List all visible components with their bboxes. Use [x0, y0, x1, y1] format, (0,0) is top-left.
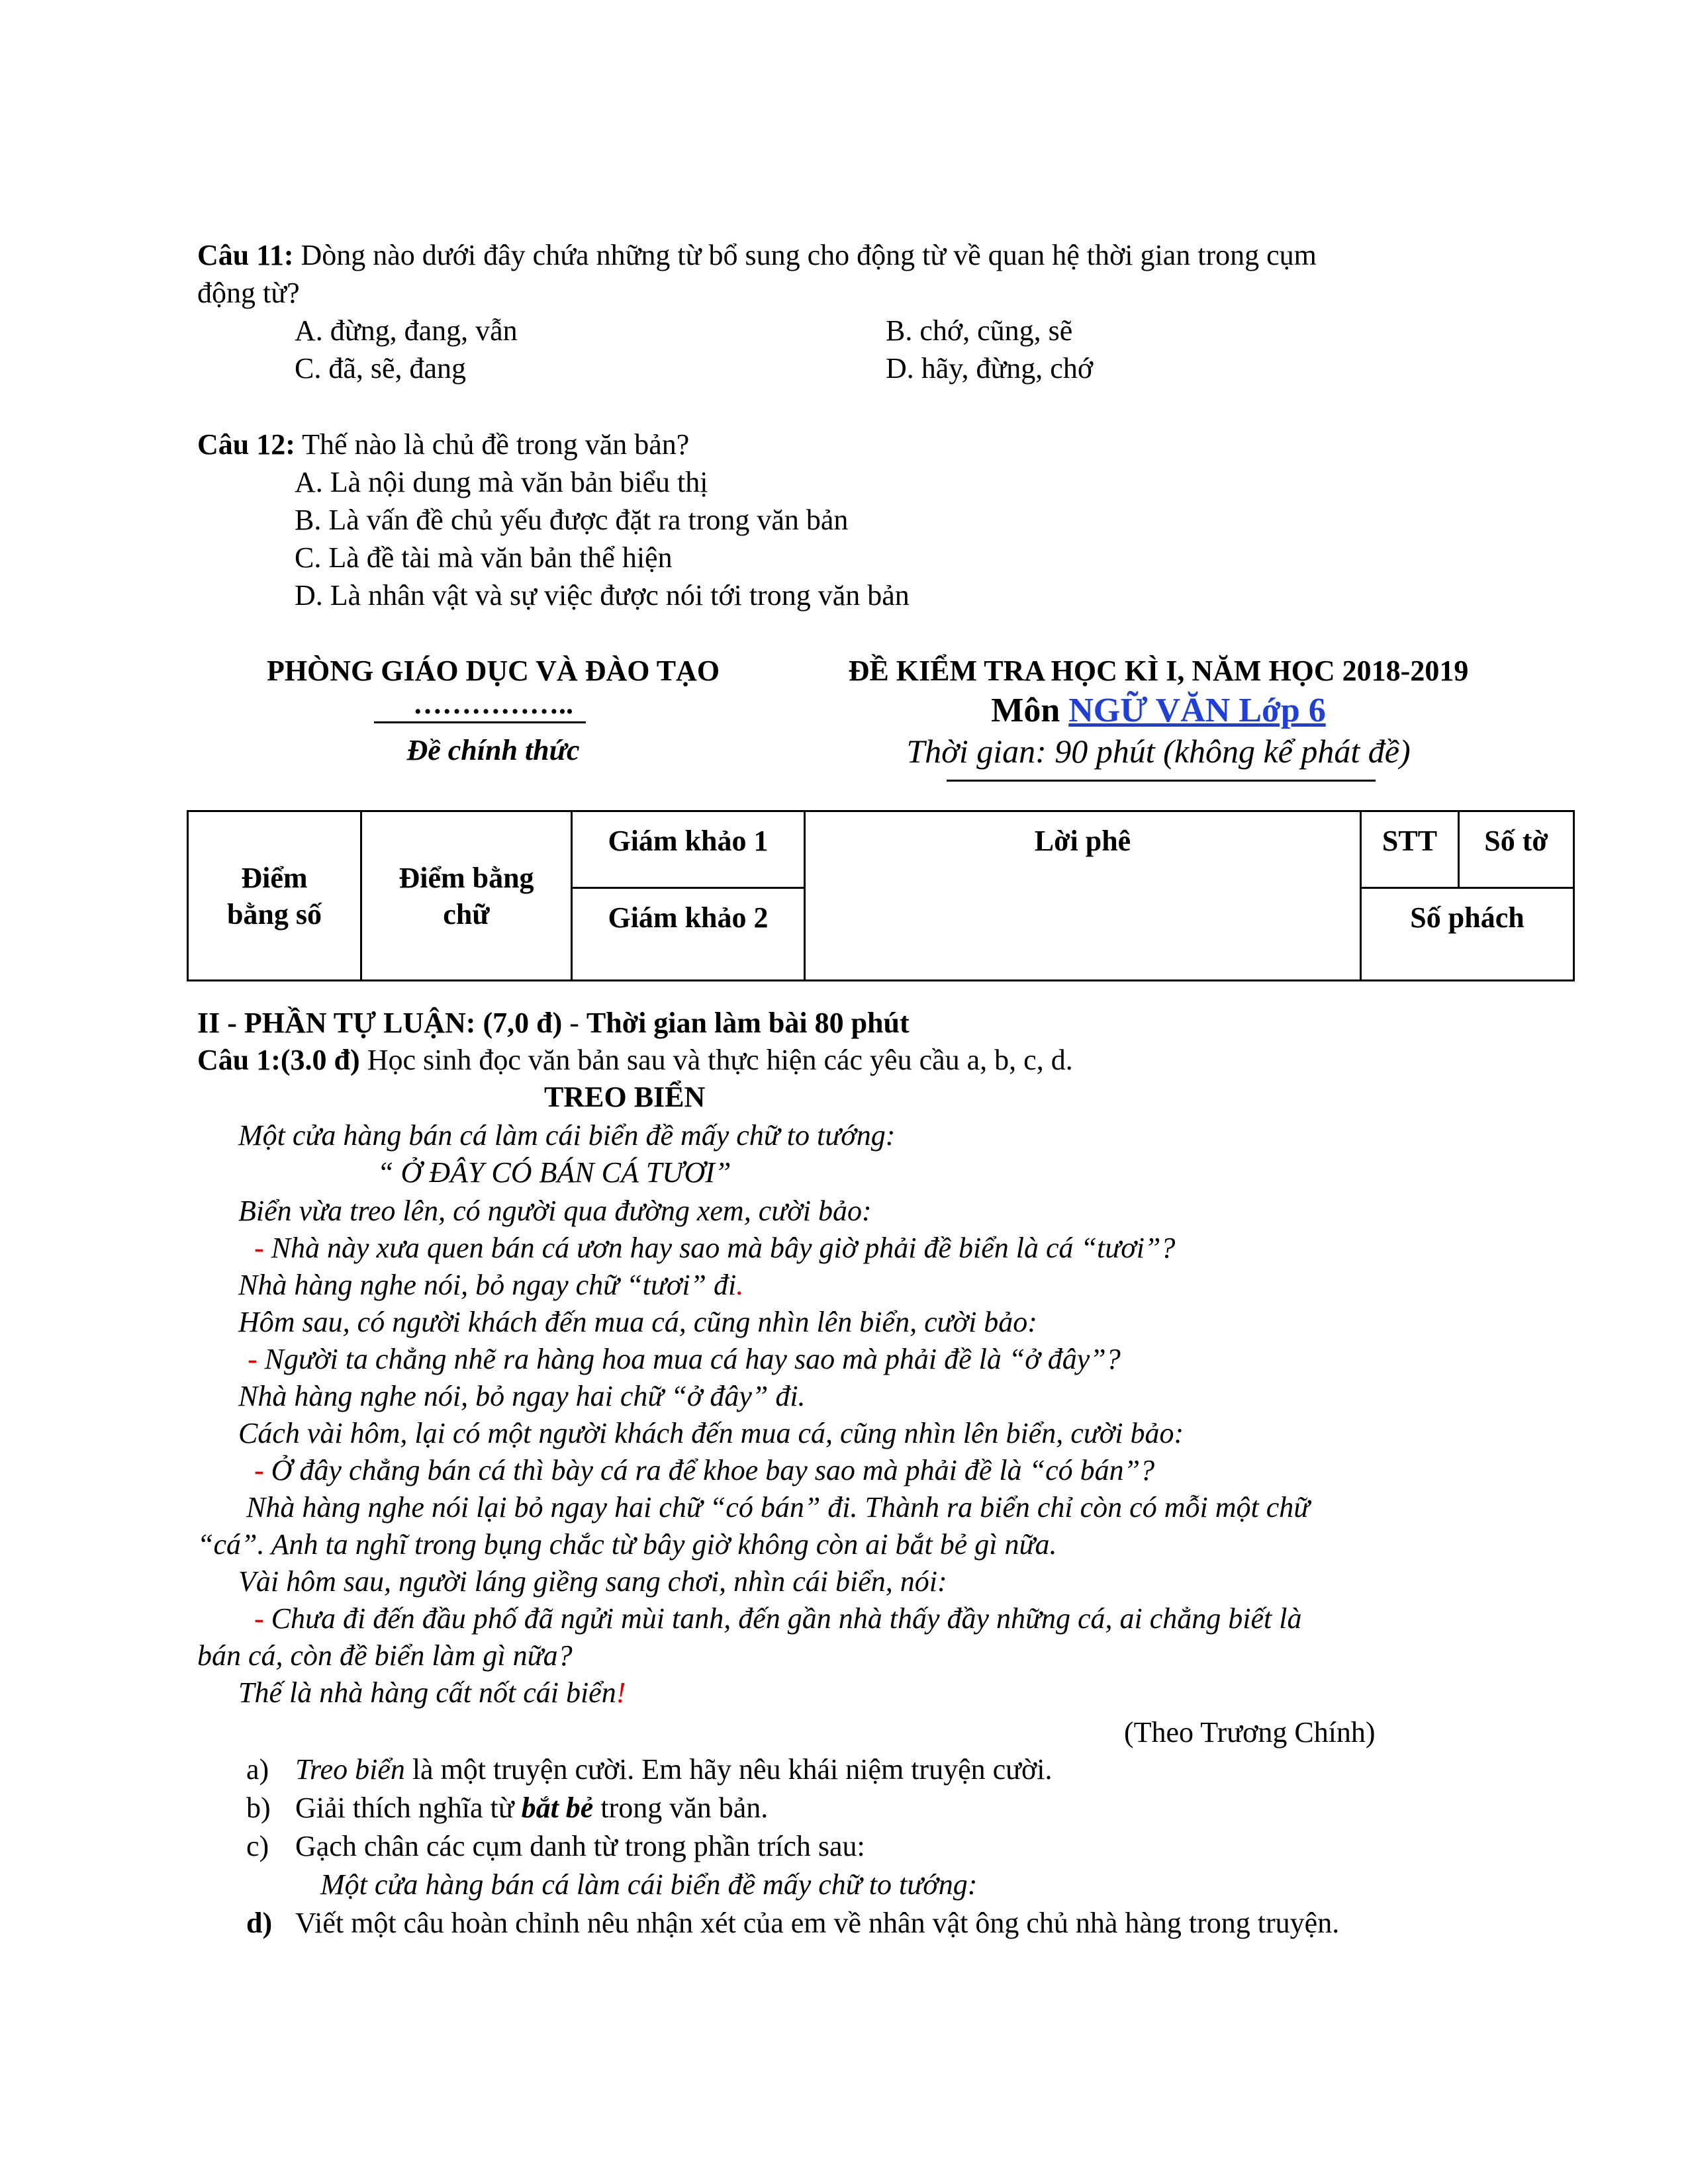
- header-org: PHÒNG GIÁO DỤC VÀ ĐÀO TẠO: [266, 655, 720, 687]
- q12-text: Thế nào là chủ đề trong văn bản?: [295, 428, 690, 461]
- story-line-16: [238, 1678, 626, 1707]
- task-b-text2: trong văn bản.: [593, 1792, 769, 1824]
- part2-q1-label: Câu 1:(3.0 đ): [197, 1044, 360, 1076]
- story-line-5: [238, 1271, 743, 1300]
- story-line-7-text: Người ta chẳng nhẽ ra hàng hoa mua cá hay sao mà phải đề là “ở đây”?: [264, 1343, 1121, 1375]
- grade-table: [187, 810, 1575, 981]
- q11-text: Dòng nào dưới đây chứa những từ bổ sung cho động từ về quan hệ thời gian trong cụm: [293, 239, 1317, 271]
- header-dots-rule: [374, 721, 586, 723]
- q11-option-c: C. đã, sẽ, đang: [295, 352, 467, 385]
- q11-line2: động từ?: [197, 277, 300, 309]
- subject-prefix: Môn: [991, 692, 1069, 729]
- q12-option-b: B. Là vấn đề chủ yếu được đặt ra trong văn bản: [295, 504, 849, 536]
- story-line-15: bán cá, còn đề biển làm gì nữa?: [197, 1639, 573, 1672]
- story-line-11: Nhà hàng nghe nói lại bỏ ngay hai chữ “có bán” đi. Thành ra biển chỉ còn có mỗi một chữ: [246, 1491, 1310, 1524]
- header-exam-title: ĐỀ KIỂM TRA HỌC KÌ I, NĂM HỌC 2018-2019: [848, 655, 1469, 687]
- story-line-12: “cá”. Anh ta nghĩ trong bụng chắc từ bây giờ không còn ai bắt bẻ gì nữa.: [197, 1528, 1057, 1561]
- story-line-7: [248, 1345, 1121, 1374]
- cell-code[interactable]: Số phách: [1361, 888, 1574, 981]
- q12-option-d: D. Là nhân vật và sự việc được nói tới trong văn bản: [295, 579, 910, 612]
- dash-3: -: [254, 1454, 271, 1486]
- story-line-4: [254, 1234, 1175, 1263]
- q11-option-b: B. chớ, cũng, sẽ: [886, 314, 1073, 347]
- story-line-1: Một cửa hàng bán cá làm cái biển đề mấy chữ to tướng:: [238, 1119, 896, 1152]
- header-official: Đề chính thức: [406, 734, 580, 766]
- red-exclamation: !: [616, 1676, 626, 1709]
- task-d: [246, 1907, 1340, 1939]
- story-line-14: [254, 1604, 1302, 1633]
- story-line-14-text: Chưa đi đến đầu phố đã ngửi mùi tanh, đến gần nhà thấy đầy những cá, ai chẳng biết là: [271, 1602, 1302, 1635]
- header-time-rule: [947, 780, 1376, 782]
- cell-score-number[interactable]: Điểm bằng số: [188, 811, 361, 981]
- story-title: TREO BIỂN: [544, 1081, 706, 1113]
- dash-2: -: [248, 1343, 265, 1375]
- part2-q1: [197, 1046, 1073, 1075]
- task-a-em: Treo biển: [295, 1753, 405, 1786]
- story-line-3: Biển vừa treo lên, có người qua đường xem, cười bảo:: [238, 1195, 872, 1227]
- task-c-quote: Một cửa hàng bán cá làm cái biển đề mấy chữ to tướng:: [320, 1868, 978, 1901]
- part2-q1-text: Học sinh đọc văn bản sau và thực hiện các yêu cầu a, b, c, d.: [359, 1044, 1073, 1076]
- q11-line1: [197, 241, 1317, 270]
- subject-name[interactable]: NGỮ VĂN Lớp 6: [1068, 692, 1326, 729]
- q12-option-a: A. Là nội dung mà văn bản biểu thị: [295, 466, 708, 498]
- task-c: [246, 1830, 865, 1862]
- dash-1: -: [254, 1232, 271, 1264]
- story-line-6: Hôm sau, có người khách đến mua cá, cũng nhìn lên biển, cười bảo:: [238, 1306, 1037, 1338]
- story-line-13: Vài hôm sau, người láng giềng sang chơi, nhìn cái biển, nói:: [238, 1565, 947, 1598]
- q12-option-c: C. Là đề tài mà văn bản thể hiện: [295, 541, 673, 574]
- q12-line: [197, 430, 689, 459]
- task-b: [246, 1792, 769, 1824]
- part2-heading: [197, 1009, 910, 1038]
- story-line-2: “ Ở ĐÂY CÓ BÁN CÁ TƯƠI”: [377, 1156, 731, 1189]
- task-b-em: bắt bẻ: [521, 1792, 594, 1824]
- cell-examiner-2[interactable]: Giám khảo 2: [572, 888, 805, 981]
- task-a-label: a): [246, 1753, 269, 1786]
- task-d-text: Viết một câu hoàn chỉnh nêu nhận xét của em về nhân vật ông chủ nhà hàng trong truyện.: [295, 1907, 1340, 1939]
- cell-stt[interactable]: STT: [1361, 811, 1459, 888]
- part2-title: II - PHẦN TỰ LUẬN: (7,0 đ): [197, 1007, 563, 1039]
- story-line-4-text: Nhà này xưa quen bán cá ươn hay sao mà bây giờ phải đề biển là cá “tươi”?: [271, 1232, 1176, 1264]
- story-line-16-text: Thế là nhà hàng cất nốt cái biển: [238, 1676, 616, 1709]
- story-line-10: [254, 1456, 1154, 1485]
- cell-sheets[interactable]: Số tờ: [1459, 811, 1574, 888]
- q11-option-a: A. đừng, đang, vẫn: [295, 314, 518, 347]
- story-line-9: Cách vài hôm, lại có một người khách đến mua cá, cũng nhìn lên biển, cười bảo:: [238, 1417, 1184, 1449]
- cell-score-words[interactable]: Điểm bằng chữ: [361, 811, 572, 981]
- story-source: (Theo Trương Chính): [1124, 1716, 1376, 1749]
- story-line-5-text: Nhà hàng nghe nói, bỏ ngay chữ “tươi” đi: [238, 1269, 737, 1301]
- task-c-label: c): [246, 1830, 269, 1862]
- dash-4: -: [254, 1602, 271, 1635]
- header-dots: ……………..: [413, 688, 573, 720]
- part2-dash: -: [562, 1007, 586, 1039]
- cell-comments[interactable]: Lời phê: [805, 811, 1361, 981]
- task-b-label: b): [246, 1792, 271, 1824]
- q11-label: Câu 11:: [197, 239, 294, 271]
- task-b-text: Giải thích nghĩa từ: [295, 1792, 522, 1824]
- q11-option-d: D. hãy, đừng, chớ: [886, 352, 1094, 385]
- header-subject: [781, 694, 1536, 728]
- part2-time: Thời gian làm bài 80 phút: [586, 1007, 910, 1039]
- q12-label: Câu 12:: [197, 428, 295, 461]
- cell-examiner-1[interactable]: Giám khảo 1: [572, 811, 805, 888]
- header-time: Thời gian: 90 phút (không kể phát đề): [906, 733, 1411, 770]
- story-line-8: Nhà hàng nghe nói, bỏ ngay hai chữ “ở đây” đi.: [238, 1380, 806, 1412]
- story-line-10-text: Ở đây chẳng bán cá thì bày cá ra để khoe bay sao mà phải đề là “có bán”?: [271, 1454, 1155, 1486]
- task-c-text: Gạch chân các cụm danh từ trong phần trích sau:: [295, 1830, 865, 1862]
- task-d-label: d): [246, 1907, 273, 1939]
- task-a: [246, 1753, 1053, 1786]
- red-dot: .: [736, 1269, 744, 1301]
- task-a-text: là một truyện cười. Em hãy nêu khái niệm truyện cười.: [404, 1753, 1053, 1786]
